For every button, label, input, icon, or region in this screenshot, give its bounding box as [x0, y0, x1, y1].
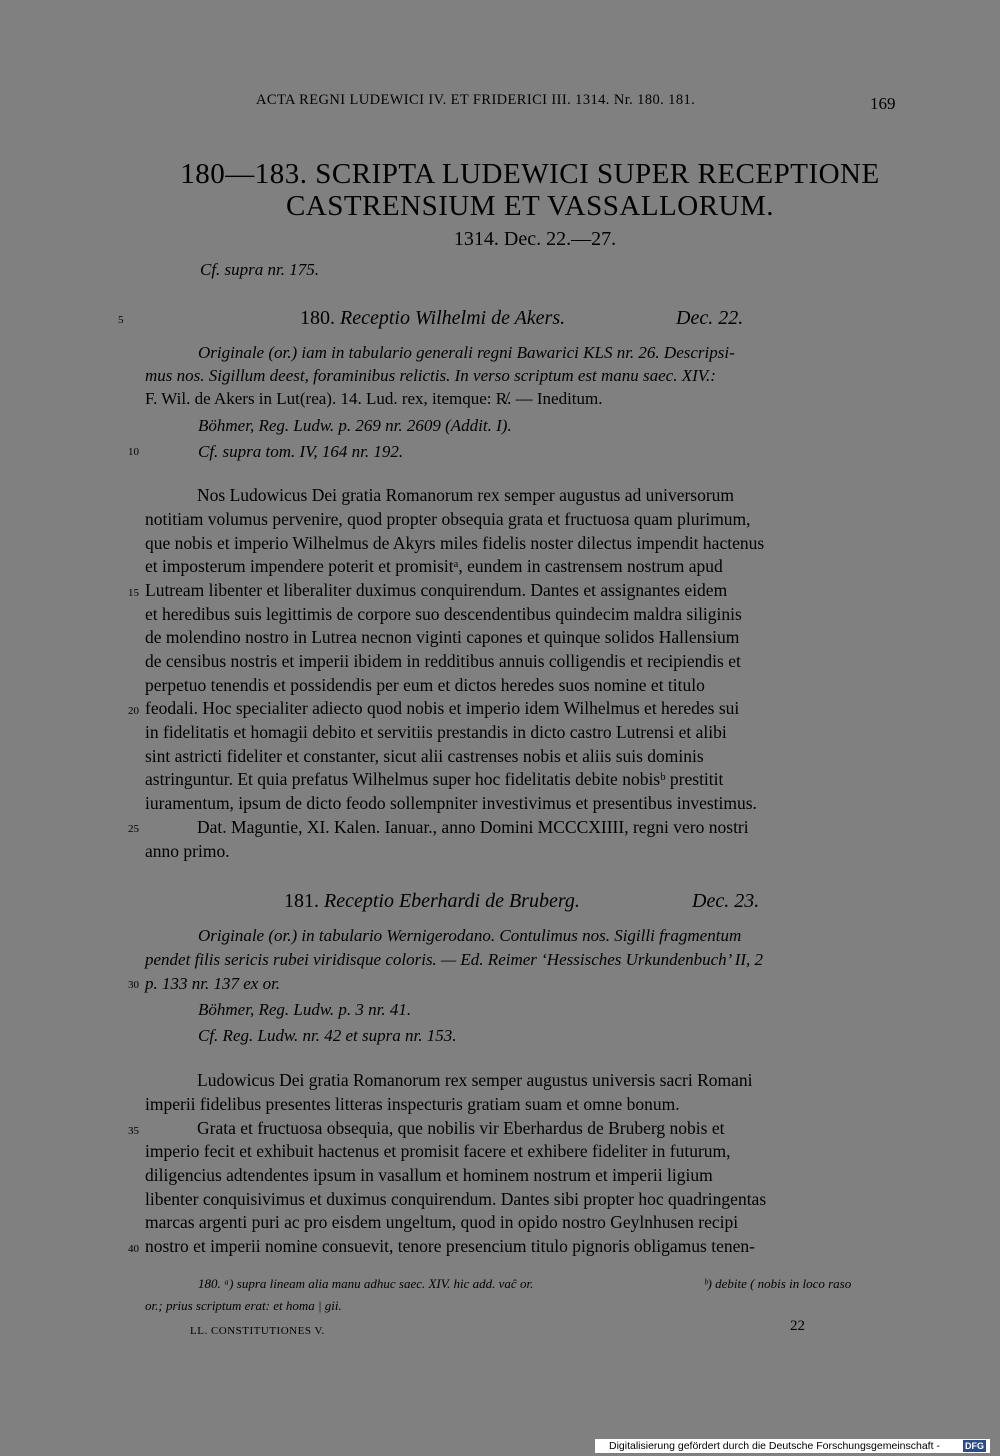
- doc180-text-line: de censibus nostris et imperii ibidem in redditibus annuis colligendis et recipiendis et: [145, 651, 741, 671]
- line-number: 15: [128, 587, 139, 599]
- doc180-text-line: iuramentum, ipsum de dicto feodo sollempniter investivimus et presentibus investimus.: [145, 793, 757, 813]
- doc181-title: Receptio Eberhardi de Bruberg.: [324, 890, 580, 912]
- page-number: 169: [870, 94, 896, 113]
- doc181-date: Dec. 23.: [692, 890, 760, 912]
- doc180-title: Receptio Wilhelmi de Akers.: [340, 307, 566, 329]
- doc180-date: Dec. 22.: [676, 307, 744, 329]
- line-number: 20: [128, 705, 139, 717]
- footnote-continuation: or.; prius scriptum erat: et homa | gii.: [145, 1298, 342, 1313]
- doc180-text-line: Nos Ludowicus Dei gratia Romanorum rex semper augustus ad universorum: [197, 485, 735, 505]
- doc180-text-line: et imposterum impendere poterit et promisitᵃ, eundem in castrensem nostrum apud: [145, 556, 723, 576]
- doc180-note: mus nos. Sigillum deest, foraminibus relictis. In verso scriptum est manu saec. XIV.:: [145, 366, 716, 385]
- funding-footer: [595, 1439, 990, 1453]
- doc180-note: Cf. supra tom. IV, 164 nr. 192.: [198, 442, 404, 461]
- doc180-text-line: Dat. Maguntie, XI. Kalen. Ianuar., anno Domini MCCCXIIII, regni vero nostri: [197, 817, 749, 837]
- doc180-note: Böhmer, Reg. Ludw. p. 269 nr. 2609 (Addit. I).: [198, 416, 512, 435]
- doc181-note: Originale (or.) in tabulario Wernigerodano. Contulimus nos. Sigilli fragmentum: [198, 926, 742, 945]
- section-title-line1: 180—183. SCRIPTA LUDEWICI SUPER RECEPTIONE: [180, 158, 880, 190]
- line-number: 30: [128, 979, 139, 991]
- doc180-text-line: Lutream libenter et liberaliter duximus conquirendum. Dantes et assignantes eidem: [145, 580, 728, 600]
- doc181-text-line: marcas argenti puri ac pro eisdem ungeltum, quod in opido nostro Geylnhusen recipi: [145, 1212, 739, 1232]
- line-number: 10: [128, 446, 139, 458]
- line-number: 40: [128, 1243, 139, 1255]
- section-date: 1314. Dec. 22.—27.: [453, 228, 617, 250]
- line-number: 25: [128, 823, 139, 835]
- section-title-line2: CASTRENSIUM ET VASSALLORUM.: [285, 190, 775, 222]
- doc180-heading: [300, 307, 565, 330]
- doc181-text-line: Ludowicus Dei gratia Romanorum rex semper augustus universis sacri Romani: [197, 1070, 753, 1090]
- doc180-text-line: de molendino nostro in Lutrea necnon viginti capones et quinque solidos Hallensium: [145, 627, 740, 647]
- doc180-text-line: que nobis et imperio Wilhelmus de Akyrs miles fidelis noster dilectus impendit hactenus: [145, 533, 765, 553]
- doc180-text-line: anno primo.: [145, 841, 230, 861]
- signature-number: 22: [790, 1318, 805, 1334]
- doc180-text-line: feodali. Hoc specialiter adiecto quod nobis et imperio idem Wilhelmus et heredes sui: [145, 698, 740, 718]
- footnote-b: ᵇ) debite ( nobis in loco raso: [704, 1276, 852, 1291]
- funding-text: Digitalisierung gefördert durch die Deutsche Forschungsgemeinschaft -: [609, 1440, 940, 1452]
- line-number: 35: [128, 1125, 139, 1137]
- doc181-text-line: libenter conquisivimus et duximus conquirendum. Dantes sibi propter hoc quadringentas: [145, 1189, 767, 1209]
- doc181-text-line: diligencius adtendentes ipsum in vasallum et hominem nostrum et imperii ligium: [145, 1165, 713, 1185]
- doc181-text-line: Grata et fructuosa obsequia, que nobilis vir Eberhardus de Bruberg nobis et: [197, 1118, 725, 1138]
- doc181-heading: [284, 890, 580, 913]
- doc180-text-line: sint astricti fideliter et constanter, sicut alii castrenses nobis et aliis suis dominis: [145, 746, 704, 766]
- footnote-a: 180. ᵃ) supra lineam alia manu adhuc saec. XIV. hic add. vaĉ or.: [198, 1276, 534, 1291]
- line-number: 5: [118, 314, 124, 326]
- doc181-note: Cf. Reg. Ludw. nr. 42 et supra nr. 153.: [198, 1026, 457, 1045]
- doc180-text-line: et heredibus suis legittimis de corpore suo descendentibus quindecim maldra siliginis: [145, 604, 742, 624]
- doc181-number: 181.: [284, 890, 319, 912]
- cf-reference: Cf. supra nr. 175.: [200, 260, 320, 279]
- running-head: ACTA REGNI LUDEWICI IV. ET FRIDERICI III. 1314. Nr. 180. 181.: [256, 92, 696, 108]
- doc180-note: F. Wil. de Akers in Lut(rea). 14. Lud. rex, itemque: R̸. — Ineditum.: [145, 389, 603, 408]
- signature-mark: LL. CONSTITUTIONES V.: [190, 1325, 325, 1337]
- doc180-text-line: astringuntur. Et quia prefatus Wilhelmus super hoc fidelitatis debite nobisᵇ prestitit: [145, 769, 724, 789]
- doc181-text-line: imperii fidelibus presentes litteras inspecturis gratiam suam et omne bonum.: [145, 1094, 680, 1114]
- doc180-number: 180.: [300, 307, 335, 329]
- doc181-text-line: nostro et imperii nomine consuevit, tenore presencium titulo pignoris obligamus tenen-: [145, 1236, 755, 1256]
- doc180-note: Originale (or.) iam in tabulario generali regni Bawarici KLS nr. 26. Descripsi-: [198, 343, 735, 362]
- doc180-text-line: in fidelitatis et homagii debito et servitiis prestandis in dicto castro Lutrensi et alibi: [145, 722, 727, 742]
- doc181-text-line: imperio fecit et exhibuit hactenus et promisit facere et exhibere fideliter in futurum,: [145, 1141, 731, 1161]
- doc181-note: pendet filis sericis rubei viridisque coloris. — Ed. Reimer ‘Hessisches Urkundenbuch’ II, 2: [145, 950, 764, 969]
- doc180-text-line: notitiam volumus pervenire, quod propter obsequia grata et fructuosa quam plurimum,: [145, 509, 751, 529]
- doc180-text-line: perpetuo tenendis et possidendis per eum et dictos heredes suos nomine et titulo: [145, 675, 705, 695]
- doc181-note: p. 133 nr. 137 ex or.: [145, 974, 281, 993]
- dfg-logo: DFG: [965, 1441, 984, 1451]
- doc181-note: Böhmer, Reg. Ludw. p. 3 nr. 41.: [198, 1000, 412, 1019]
